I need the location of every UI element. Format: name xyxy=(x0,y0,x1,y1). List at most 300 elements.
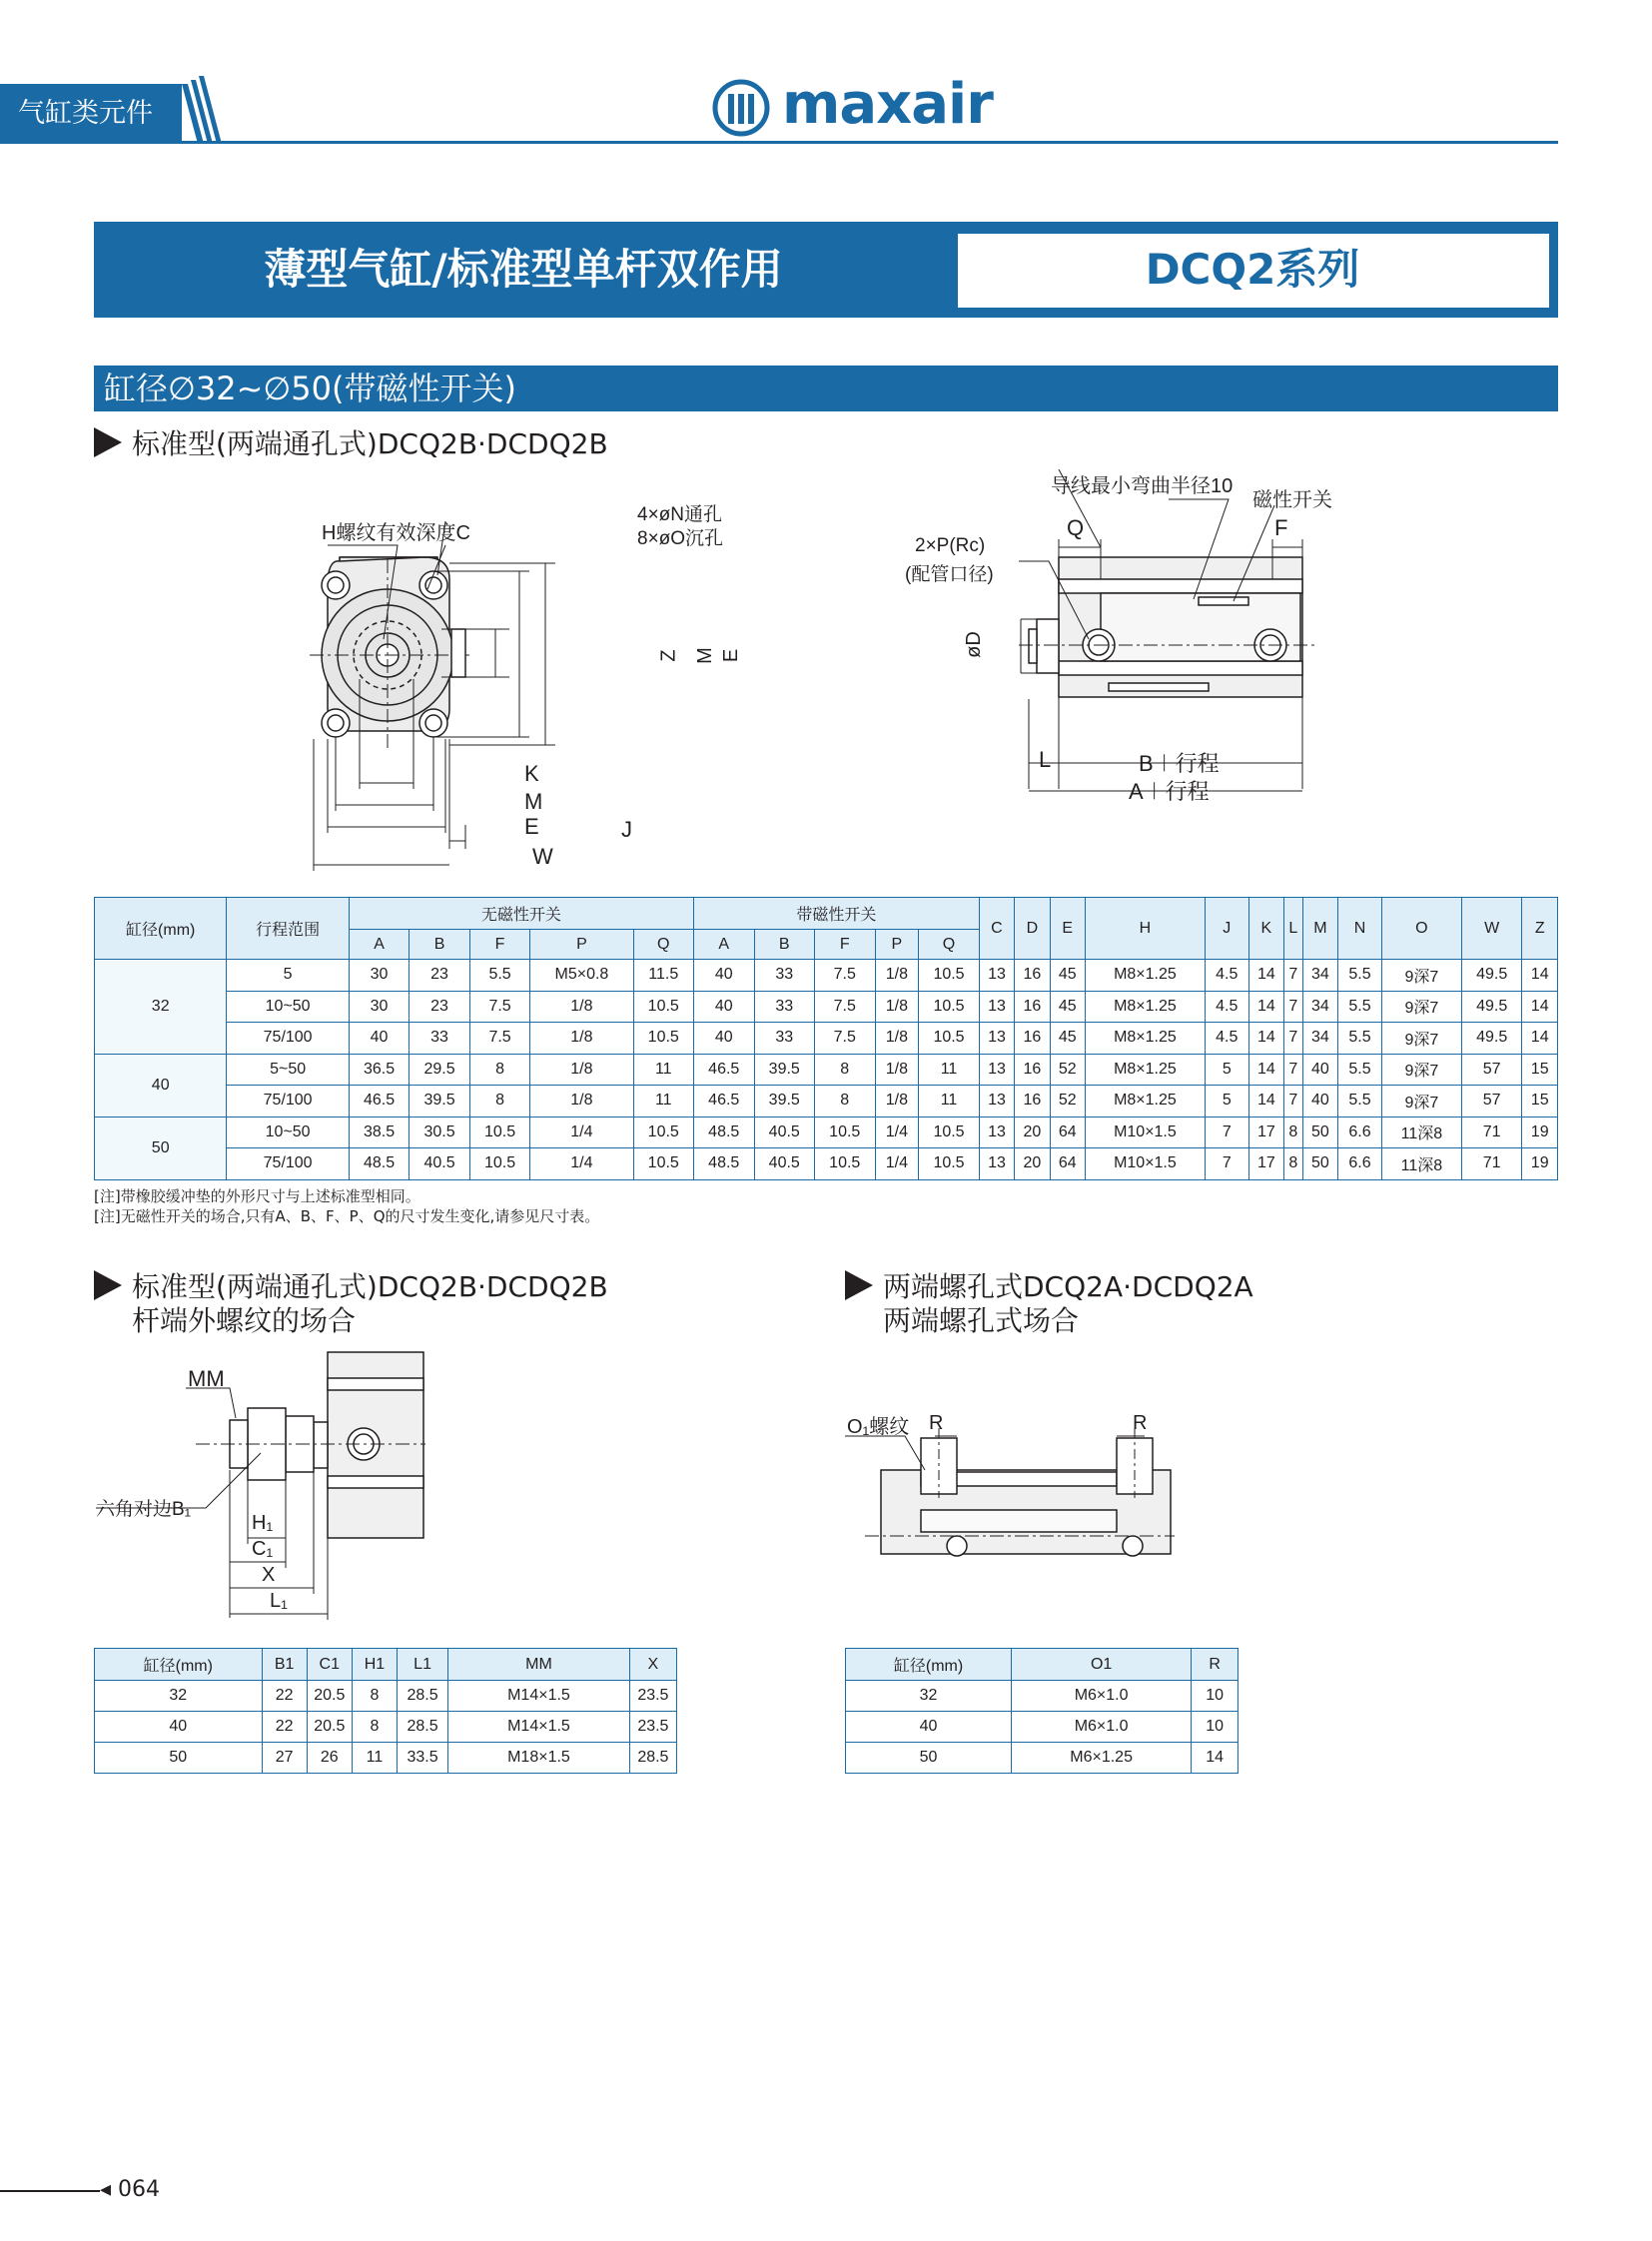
table-cell: 5.5 xyxy=(1338,991,1382,1023)
table-cell: 10.5 xyxy=(469,1148,530,1180)
table-cell: 5~50 xyxy=(227,1054,349,1086)
table-cell: 5.5 xyxy=(1338,1054,1382,1086)
table-cell: 28.5 xyxy=(397,1712,447,1743)
table-cell: 23.5 xyxy=(629,1681,676,1712)
rod-end-table xyxy=(94,1648,677,1774)
table-cell: 10~50 xyxy=(227,991,349,1023)
table-cell: 8 xyxy=(469,1054,530,1086)
dimension-table xyxy=(94,897,1558,1180)
table-cell: 7 xyxy=(1205,1148,1248,1180)
table-cell: 15 xyxy=(1522,1086,1558,1118)
label-hex: 六角对边B₁ xyxy=(96,1499,192,1520)
note-1: [注]带橡胶缓冲垫的外形尺寸与上述标准型相同。 xyxy=(94,1187,420,1205)
label-a-stroke: A＋行程 xyxy=(1129,779,1210,804)
table-cell: 8 xyxy=(352,1681,397,1712)
table-cell: 13 xyxy=(979,1148,1014,1180)
table-cell: 9深7 xyxy=(1381,960,1461,992)
col-header: 缸径(mm) xyxy=(846,1649,1012,1681)
col-header: R xyxy=(1192,1649,1239,1681)
col-header: O1 xyxy=(1012,1649,1192,1681)
table-cell: 40 xyxy=(349,1023,410,1055)
table-cell: 48.5 xyxy=(694,1117,755,1148)
table-cell: 23 xyxy=(410,991,470,1023)
col-header-d: D xyxy=(1015,898,1050,960)
table-cell: M8×1.25 xyxy=(1085,1023,1205,1055)
table-cell: 17 xyxy=(1248,1148,1283,1180)
table-cell: 11 xyxy=(352,1743,397,1774)
table-cell: 13 xyxy=(979,991,1014,1023)
table-cell: 40 xyxy=(694,960,755,992)
table-cell: 7 xyxy=(1205,1117,1248,1148)
table-cell: 40 xyxy=(95,1712,263,1743)
table-cell: 14 xyxy=(1192,1743,1239,1774)
label-m-bottom: M xyxy=(524,789,543,814)
label-z: Z xyxy=(657,649,680,662)
col-header-nosw-f: F xyxy=(469,930,530,960)
table-cell: 71 xyxy=(1461,1117,1522,1148)
table-cell: 40 xyxy=(694,991,755,1023)
table-cell: 49.5 xyxy=(1461,1023,1522,1055)
table-cell: M10×1.5 xyxy=(1085,1148,1205,1180)
table-cell: 8 xyxy=(469,1086,530,1118)
table-cell: 32 xyxy=(95,1681,263,1712)
notes xyxy=(94,1186,599,1226)
table-cell: 5 xyxy=(1205,1086,1248,1118)
table-cell: 75/100 xyxy=(227,1023,349,1055)
col-group-switch: 带磁性开关 xyxy=(694,898,980,930)
table-cell: 1/8 xyxy=(530,1023,633,1055)
col-header: MM xyxy=(448,1649,630,1681)
section3-heading-text: 两端螺孔式DCQ2A·DCDQ2A xyxy=(883,1270,1253,1303)
table-cell: 10~50 xyxy=(227,1117,349,1148)
label-l: L xyxy=(1039,747,1052,772)
table-cell: 7 xyxy=(1284,1023,1303,1055)
table-cell: M8×1.25 xyxy=(1085,960,1205,992)
table-cell: 8 xyxy=(815,1086,876,1118)
table-cell: M14×1.5 xyxy=(448,1712,630,1743)
table-cell: 36.5 xyxy=(349,1054,410,1086)
table-cell: 16 xyxy=(1015,1023,1050,1055)
table-cell: 52 xyxy=(1050,1086,1085,1118)
header-rule xyxy=(0,141,1558,144)
col-header: 缸径(mm) xyxy=(95,1649,263,1681)
section3-subheading: 两端螺孔式场合 xyxy=(883,1304,1080,1337)
table-cell: 40 xyxy=(846,1712,1012,1743)
section2-subheading: 杆端外螺纹的场合 xyxy=(132,1304,357,1337)
table-cell: 26 xyxy=(307,1743,352,1774)
table-cell: 11 xyxy=(919,1054,980,1086)
col-header-sw-p: P xyxy=(875,930,919,960)
col-header-z: Z xyxy=(1522,898,1558,960)
label-holes-o: 8×øO沉孔 xyxy=(637,528,724,549)
section-tab: 气缸类元件 xyxy=(0,84,182,144)
label-j: J xyxy=(621,817,632,842)
table-cell: 22 xyxy=(262,1681,307,1712)
col-header-nosw-p: P xyxy=(530,930,633,960)
table-cell: 14 xyxy=(1248,1054,1283,1086)
label-port: 2×P(Rc) xyxy=(915,535,986,556)
table-cell: M8×1.25 xyxy=(1085,1086,1205,1118)
col-header: B1 xyxy=(262,1649,307,1681)
col-header: X xyxy=(629,1649,676,1681)
col-header-c: C xyxy=(979,898,1014,960)
table-row xyxy=(95,1148,1558,1180)
label-e-bottom: E xyxy=(524,814,539,839)
label-r-left: R xyxy=(929,1412,944,1434)
triangle-bullet-icon xyxy=(845,1270,873,1300)
table-cell: 1/8 xyxy=(530,991,633,1023)
table-row xyxy=(846,1712,1239,1743)
table-cell: 4.5 xyxy=(1205,960,1248,992)
table-row xyxy=(95,1086,1558,1118)
table-row xyxy=(95,1681,677,1712)
table-cell: 1/4 xyxy=(875,1117,919,1148)
col-group-no-switch: 无磁性开关 xyxy=(349,898,693,930)
table-cell: 20.5 xyxy=(307,1681,352,1712)
table-cell: 1/4 xyxy=(530,1117,633,1148)
table-cell: 34 xyxy=(1302,991,1337,1023)
table-cell: 40.5 xyxy=(754,1148,815,1180)
logo-wordmark: maxair xyxy=(782,72,993,137)
table-cell: 9深7 xyxy=(1381,1054,1461,1086)
table-cell: 40.5 xyxy=(754,1117,815,1148)
triangle-bullet-icon xyxy=(94,427,122,457)
label-c1: C₁ xyxy=(252,1538,274,1560)
section1-heading-text: 标准型(两端通孔式)DCQ2B·DCDQ2B xyxy=(132,427,608,460)
table-cell: M14×1.5 xyxy=(448,1681,630,1712)
label-m-vertical: M xyxy=(693,647,716,664)
table-cell: 14 xyxy=(1522,960,1558,992)
table-cell: 16 xyxy=(1015,960,1050,992)
table-cell: 30 xyxy=(349,960,410,992)
table-cell: 52 xyxy=(1050,1054,1085,1086)
table-cell: 13 xyxy=(979,1023,1014,1055)
table-cell: 7 xyxy=(1284,960,1303,992)
table-cell: 9深7 xyxy=(1381,991,1461,1023)
table-cell: 13 xyxy=(979,960,1014,992)
table-cell: 64 xyxy=(1050,1117,1085,1148)
table-cell: 75/100 xyxy=(227,1148,349,1180)
col-header-w: W xyxy=(1461,898,1522,960)
section2-heading-text: 标准型(两端通孔式)DCQ2B·DCDQ2B xyxy=(132,1270,608,1303)
table-cell: 10.5 xyxy=(633,1117,694,1148)
table-cell: 71 xyxy=(1461,1148,1522,1180)
table-cell: 8 xyxy=(1284,1117,1303,1148)
table-cell: 15 xyxy=(1522,1054,1558,1086)
table-cell: 11.5 xyxy=(633,960,694,992)
table-cell: 13 xyxy=(979,1086,1014,1118)
table-cell: 46.5 xyxy=(694,1086,755,1118)
left-arrow-icon: ◂ xyxy=(100,2177,119,2202)
table-row xyxy=(846,1743,1239,1774)
label-b-stroke: B＋行程 xyxy=(1139,751,1220,776)
table-cell: 14 xyxy=(1248,960,1283,992)
table-cell: 39.5 xyxy=(754,1054,815,1086)
table-cell: 40 xyxy=(1302,1086,1337,1118)
table-cell: 46.5 xyxy=(694,1054,755,1086)
tapped-end-table xyxy=(845,1648,1239,1774)
table-cell: 10.5 xyxy=(469,1117,530,1148)
label-k: K xyxy=(524,761,539,786)
table-cell: 30.5 xyxy=(410,1117,470,1148)
table-cell: 57 xyxy=(1461,1054,1522,1086)
table-row xyxy=(846,1681,1239,1712)
table-cell: 45 xyxy=(1050,1023,1085,1055)
label-f: F xyxy=(1274,515,1288,540)
table-cell: 45 xyxy=(1050,960,1085,992)
col-header-nosw-b: B xyxy=(410,930,470,960)
label-port-sub: (配管口径) xyxy=(905,564,994,585)
table-cell: 1/8 xyxy=(530,1086,633,1118)
table-cell: 10.5 xyxy=(633,991,694,1023)
table-cell: 39.5 xyxy=(410,1086,470,1118)
label-magnetic-switch: 磁性开关 xyxy=(1252,489,1332,511)
table-cell: M10×1.5 xyxy=(1085,1117,1205,1148)
table-cell: 10.5 xyxy=(633,1148,694,1180)
table-cell: 1/4 xyxy=(875,1148,919,1180)
table-cell: 14 xyxy=(1248,991,1283,1023)
table-cell: 10.5 xyxy=(815,1148,876,1180)
table-cell: 28.5 xyxy=(629,1743,676,1774)
table-cell: 1/8 xyxy=(875,1086,919,1118)
table-cell: 1/8 xyxy=(875,991,919,1023)
section1-heading xyxy=(94,427,608,461)
table-cell: 33.5 xyxy=(397,1743,447,1774)
table-cell: 4.5 xyxy=(1205,991,1248,1023)
col-header-nosw-q: Q xyxy=(633,930,694,960)
table-cell: 49.5 xyxy=(1461,991,1522,1023)
col-header-k: K xyxy=(1248,898,1283,960)
table-cell: 5 xyxy=(1205,1054,1248,1086)
note-2: [注]无磁性开关的场合,只有A、B、F、P、Q的尺寸发生变化,请参见尺寸表。 xyxy=(94,1207,600,1225)
table-cell: 11 xyxy=(633,1086,694,1118)
label-h1: H₁ xyxy=(252,1512,274,1534)
table-cell: M5×0.8 xyxy=(530,960,633,992)
table-cell: 4.5 xyxy=(1205,1023,1248,1055)
col-header-sw-b: B xyxy=(754,930,815,960)
table-cell: 5 xyxy=(227,960,349,992)
table-cell: 14 xyxy=(1248,1023,1283,1055)
col-header-nosw-a: A xyxy=(349,930,410,960)
table-cell: 11深8 xyxy=(1381,1117,1461,1148)
table-row xyxy=(95,1743,677,1774)
table-cell: 5.5 xyxy=(1338,1023,1382,1055)
col-header: H1 xyxy=(352,1649,397,1681)
table-cell: 23 xyxy=(410,960,470,992)
label-q: Q xyxy=(1067,515,1085,540)
bore-cell: 50 xyxy=(95,1117,227,1179)
table-cell: 7 xyxy=(1284,1086,1303,1118)
table-cell: 50 xyxy=(95,1743,263,1774)
table-cell: 50 xyxy=(1302,1148,1337,1180)
table-cell: 45 xyxy=(1050,991,1085,1023)
table-row xyxy=(95,1023,1558,1055)
table-cell: 8 xyxy=(815,1054,876,1086)
table-cell: 50 xyxy=(846,1743,1012,1774)
table-cell: 10.5 xyxy=(815,1117,876,1148)
table-cell: 40 xyxy=(694,1023,755,1055)
table-cell: 10.5 xyxy=(633,1023,694,1055)
table-cell: 10.5 xyxy=(919,991,980,1023)
table-cell: 1/8 xyxy=(875,1054,919,1086)
table-cell: 10.5 xyxy=(919,1148,980,1180)
table-cell: M6×1.0 xyxy=(1012,1681,1192,1712)
table-cell: 11深8 xyxy=(1381,1148,1461,1180)
table-cell: M8×1.25 xyxy=(1085,1054,1205,1086)
table-cell: 30 xyxy=(349,991,410,1023)
label-bend-radius: 导线最小弯曲半径10 xyxy=(1051,475,1234,497)
table-cell: 7 xyxy=(1284,991,1303,1023)
table-cell: 14 xyxy=(1522,1023,1558,1055)
table-cell: 34 xyxy=(1302,1023,1337,1055)
table-cell: 1/8 xyxy=(875,960,919,992)
table-cell: 13 xyxy=(979,1117,1014,1148)
table-cell: 28.5 xyxy=(397,1681,447,1712)
table-row xyxy=(95,1117,1558,1148)
table-cell: 14 xyxy=(1248,1086,1283,1118)
label-o1: O₁螺纹 xyxy=(847,1416,910,1438)
table-cell: 10.5 xyxy=(919,1023,980,1055)
table-cell: 20 xyxy=(1015,1148,1050,1180)
table-cell: 57 xyxy=(1461,1086,1522,1118)
table-cell: M18×1.5 xyxy=(448,1743,630,1774)
label-r-right: R xyxy=(1133,1412,1148,1434)
table-cell: 7.5 xyxy=(815,991,876,1023)
label-d: øD xyxy=(962,631,985,658)
table-row xyxy=(95,1054,1558,1086)
col-header-bore: 缸径(mm) xyxy=(95,898,227,960)
table-cell: 1/8 xyxy=(530,1054,633,1086)
table-cell: 13 xyxy=(979,1054,1014,1086)
label-thread: H螺纹有效深度C xyxy=(322,522,470,544)
table-cell: 29.5 xyxy=(410,1054,470,1086)
col-header: C1 xyxy=(307,1649,352,1681)
table-cell: 39.5 xyxy=(754,1086,815,1118)
table-cell: 10.5 xyxy=(919,960,980,992)
table-cell: 1/4 xyxy=(530,1148,633,1180)
table-cell: 14 xyxy=(1522,991,1558,1023)
col-header-stroke: 行程范围 xyxy=(227,898,349,960)
table-cell: 23.5 xyxy=(629,1712,676,1743)
table-cell: 32 xyxy=(846,1681,1012,1712)
bore-cell: 32 xyxy=(95,960,227,1055)
table-cell: 7.5 xyxy=(815,1023,876,1055)
table-cell: 46.5 xyxy=(349,1086,410,1118)
table-cell: 17 xyxy=(1248,1117,1283,1148)
table-cell: 10 xyxy=(1192,1681,1239,1712)
col-header-l: L xyxy=(1284,898,1303,960)
table-cell: M8×1.25 xyxy=(1085,991,1205,1023)
table-row xyxy=(95,991,1558,1023)
table-cell: 27 xyxy=(262,1743,307,1774)
col-header-o: O xyxy=(1381,898,1461,960)
table-cell: 11 xyxy=(633,1054,694,1086)
table-cell: M6×1.25 xyxy=(1012,1743,1192,1774)
table-cell: 10.5 xyxy=(919,1117,980,1148)
table-cell: 40 xyxy=(1302,1054,1337,1086)
label-mm: MM xyxy=(188,1366,225,1391)
col-header-h: H xyxy=(1085,898,1205,960)
table-cell: 38.5 xyxy=(349,1117,410,1148)
page-number-text: 064 xyxy=(118,2177,161,2202)
table-cell: 6.6 xyxy=(1338,1117,1382,1148)
page-title: 薄型气缸/标准型单杆双作用 xyxy=(264,245,783,294)
table-cell: 7.5 xyxy=(469,1023,530,1055)
table-cell: 11 xyxy=(919,1086,980,1118)
table-cell: 34 xyxy=(1302,960,1337,992)
table-cell: 7.5 xyxy=(469,991,530,1023)
table-cell: 64 xyxy=(1050,1148,1085,1180)
col-header-sw-f: F xyxy=(815,930,876,960)
page-number xyxy=(100,2177,160,2202)
table-cell: 20 xyxy=(1015,1117,1050,1148)
table-cell: 33 xyxy=(754,960,815,992)
table-cell: 5.5 xyxy=(1338,960,1382,992)
table-row xyxy=(95,1712,677,1743)
table-cell: 40.5 xyxy=(410,1148,470,1180)
table-cell: 19 xyxy=(1522,1117,1558,1148)
table-cell: 50 xyxy=(1302,1117,1337,1148)
table-cell: 49.5 xyxy=(1461,960,1522,992)
table-cell: 20.5 xyxy=(307,1712,352,1743)
table-cell: 33 xyxy=(754,991,815,1023)
label-e-vertical: E xyxy=(720,648,743,663)
triangle-bullet-icon xyxy=(94,1270,122,1300)
table-cell: 48.5 xyxy=(349,1148,410,1180)
table-cell: 9深7 xyxy=(1381,1086,1461,1118)
table-cell: 19 xyxy=(1522,1148,1558,1180)
subsection-bar: 缸径∅32~∅50(带磁性开关) xyxy=(94,366,1558,411)
table-cell: 5.5 xyxy=(469,960,530,992)
section2-heading xyxy=(94,1270,608,1304)
table-cell: 7 xyxy=(1284,1054,1303,1086)
section3-heading xyxy=(845,1270,1253,1304)
table-cell: 16 xyxy=(1015,1054,1050,1086)
table-cell: 33 xyxy=(754,1023,815,1055)
label-w: W xyxy=(532,844,553,869)
col-header: L1 xyxy=(397,1649,447,1681)
table-cell: 16 xyxy=(1015,991,1050,1023)
table-cell: 48.5 xyxy=(694,1148,755,1180)
table-cell: 10 xyxy=(1192,1712,1239,1743)
label-holes-n: 4×øN通孔 xyxy=(637,504,722,525)
table-row xyxy=(95,960,1558,992)
table-cell: 6.6 xyxy=(1338,1148,1382,1180)
col-header-sw-a: A xyxy=(694,930,755,960)
col-header-m: M xyxy=(1302,898,1337,960)
label-x: X xyxy=(262,1564,276,1586)
table-cell: 7.5 xyxy=(815,960,876,992)
table-cell: 75/100 xyxy=(227,1086,349,1118)
table-cell: 22 xyxy=(262,1712,307,1743)
table-cell: 8 xyxy=(352,1712,397,1743)
table-cell: M6×1.0 xyxy=(1012,1712,1192,1743)
tab-stripes-decoration xyxy=(182,76,226,144)
col-header-n: N xyxy=(1338,898,1382,960)
col-header-j: J xyxy=(1205,898,1248,960)
table-cell: 1/8 xyxy=(875,1023,919,1055)
series-title: DCQ2系列 xyxy=(1145,245,1360,294)
table-cell: 16 xyxy=(1015,1086,1050,1118)
col-header-e: E xyxy=(1050,898,1085,960)
table-cell: 5.5 xyxy=(1338,1086,1382,1118)
table-cell: 8 xyxy=(1284,1148,1303,1180)
col-header-sw-q: Q xyxy=(919,930,980,960)
footer-rule xyxy=(0,2190,100,2192)
label-l1: L₁ xyxy=(270,1590,288,1612)
table-cell: 33 xyxy=(410,1023,470,1055)
table-cell: 9深7 xyxy=(1381,1023,1461,1055)
